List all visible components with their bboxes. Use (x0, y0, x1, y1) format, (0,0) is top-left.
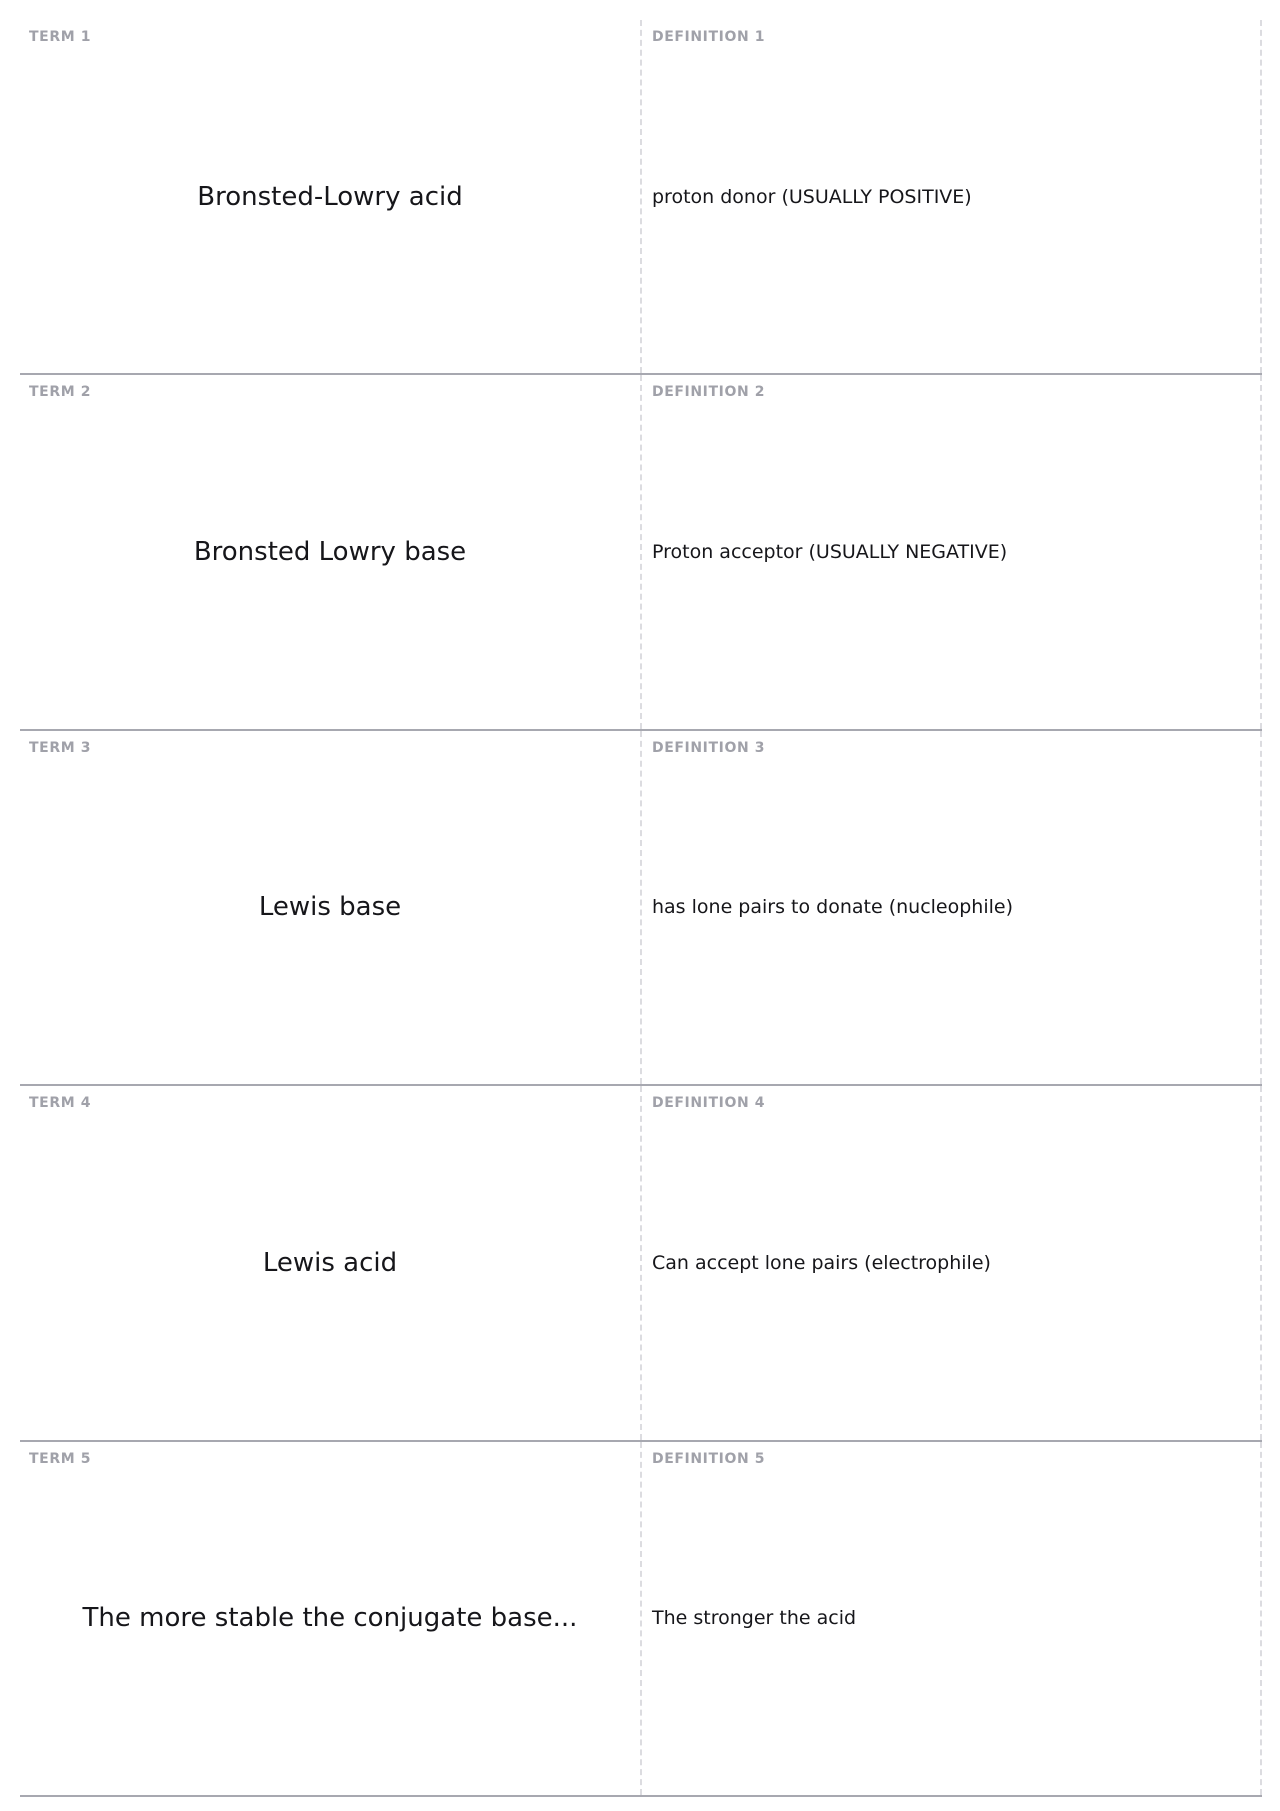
term-cell (20, 731, 642, 1084)
definition-text: has lone pairs to donate (nucleophile) (652, 896, 1013, 919)
definition-cell (642, 1442, 1262, 1795)
term-label: TERM 1 (29, 29, 92, 45)
definition-label: DEFINITION 5 (652, 1450, 766, 1467)
term-cell (20, 20, 642, 373)
flashcard-row (20, 1086, 1262, 1441)
definition-cell (642, 375, 1262, 728)
term-text: The more stable the conjugate base... (82, 1603, 578, 1634)
definition-label: DEFINITION 3 (652, 739, 766, 756)
definition-label: DEFINITION 1 (652, 29, 766, 45)
term-label: TERM 4 (29, 1095, 92, 1112)
flashcard-row (20, 20, 1262, 375)
term-text: Lewis base (258, 892, 402, 923)
definition-text: The stronger the acid (652, 1607, 857, 1630)
definition-cell (642, 731, 1262, 1084)
flashcard-row (20, 1442, 1262, 1797)
term-label: TERM 5 (29, 1450, 92, 1467)
term-cell (20, 375, 642, 728)
definition-text: proton donor (USUALLY POSITIVE) (652, 185, 972, 208)
term-label: TERM 2 (29, 384, 92, 401)
term-text: Bronsted Lowry base (193, 537, 467, 568)
definition-text: Can accept lone pairs (electrophile) (652, 1251, 991, 1274)
term-text: Bronsted-Lowry acid (197, 181, 463, 212)
flashcard-row (20, 375, 1262, 730)
flashcard-sheet (20, 20, 1262, 1797)
definition-cell (642, 1086, 1262, 1439)
definition-text: Proton acceptor (USUALLY NEGATIVE) (652, 541, 1008, 564)
definition-label: DEFINITION 4 (652, 1095, 766, 1112)
definition-label: DEFINITION 2 (652, 384, 766, 401)
term-text: Lewis acid (262, 1247, 398, 1278)
definition-cell (642, 20, 1262, 373)
term-cell (20, 1442, 642, 1795)
flashcard-row (20, 731, 1262, 1086)
term-cell (20, 1086, 642, 1439)
term-label: TERM 3 (29, 739, 92, 756)
